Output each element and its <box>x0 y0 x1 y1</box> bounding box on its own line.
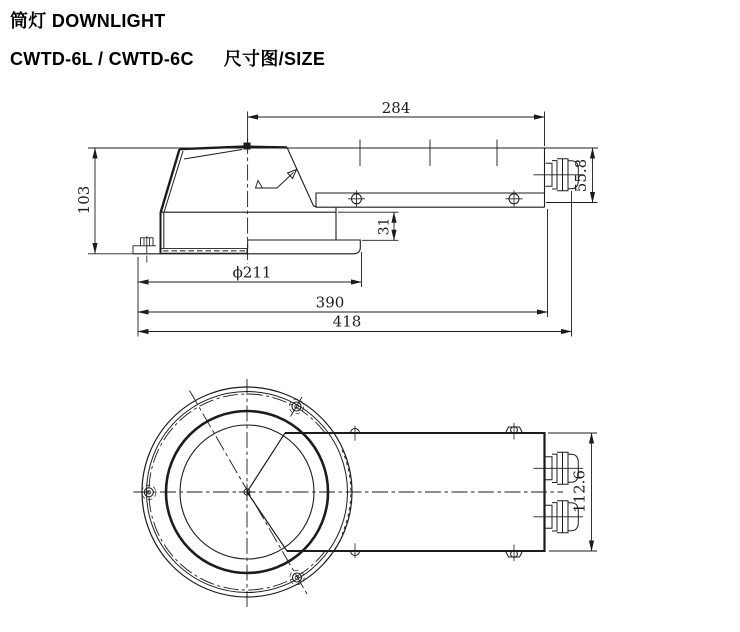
drawing-type-label: 尺寸图/SIZE <box>223 49 326 69</box>
dim-dia-211: ϕ211 <box>232 263 272 282</box>
page-title: 筒灯 DOWNLIGHT <box>10 11 166 31</box>
model-codes: CWTD-6L / CWTD-6C <box>10 49 194 69</box>
slope-leader <box>256 170 297 189</box>
center-mark <box>239 484 256 501</box>
plan-view <box>134 379 598 608</box>
dim-112-6: 112.6 <box>570 470 589 513</box>
plan-centerlines <box>134 379 564 608</box>
seam-ticks <box>360 140 497 167</box>
pivot-bolt <box>244 143 251 150</box>
dim-390: 390 <box>315 293 345 312</box>
dim-31: 31 <box>376 217 393 236</box>
spring-clip-icon <box>133 236 156 263</box>
lamp-body-outline <box>161 207 337 252</box>
plan-dimensions <box>548 433 597 551</box>
dim-418: 418 <box>332 312 362 331</box>
dim-55-8: 55.8 <box>572 158 590 193</box>
flange-outline <box>88 240 360 254</box>
side-view <box>75 99 598 337</box>
screw-icon <box>290 570 304 584</box>
dim-103: 103 <box>75 185 93 215</box>
arm-outline <box>316 140 545 208</box>
dim-284: 284 <box>381 99 411 117</box>
